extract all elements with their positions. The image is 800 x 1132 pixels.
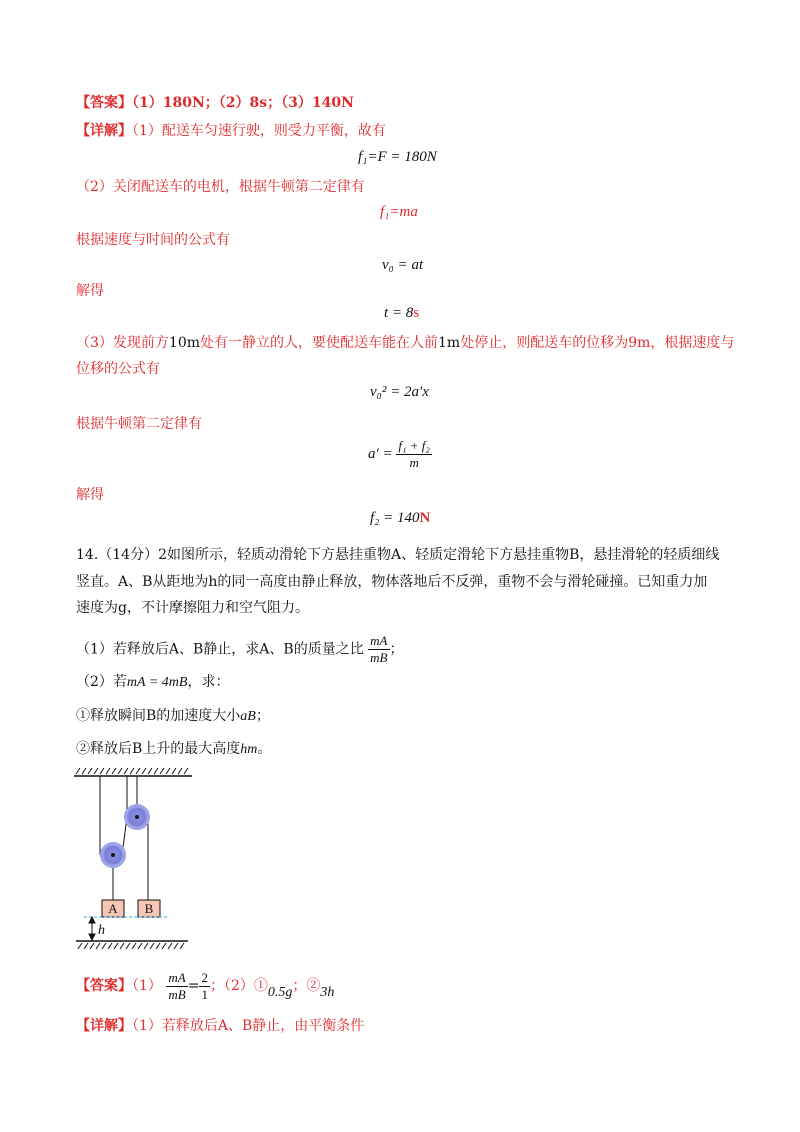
detail-text-6: 根据牛顿第二定律有 [76, 416, 202, 432]
block-A-label: A [108, 901, 118, 916]
detail-line-14 [76, 1016, 364, 1036]
detail-text-1: （1）配送车匀速行驶，则受力平衡，故有 [132, 123, 386, 139]
strings [100, 776, 148, 900]
answer-tag: 【答案】 [76, 978, 132, 994]
block-B-label: B [144, 901, 154, 916]
distance-10m: 10m [168, 335, 201, 351]
answer-line-14: 【答案】（1） $\frac{mA}{mB}$ = $\frac{2}{1}$ ；（2）①0.5g；②3h [76, 969, 335, 1002]
pulley-diagram [70, 766, 200, 956]
unit-N: N [419, 510, 431, 526]
height-arrow [89, 917, 95, 940]
detail-text-5b: 位移的公式有 [76, 361, 160, 377]
equation-f2: f₂ = 140N [370, 510, 431, 526]
equation-f1-F: f₁=F = 180N [358, 149, 437, 165]
detail-text-3: 根据速度与时间的公式有 [76, 232, 230, 248]
fraction-2-over-1: $\frac{2}{1}$ [201, 969, 208, 1002]
detail-tag: 【详解】 [76, 123, 132, 139]
q14-sub-2: （2）若mA = 4mB，求： [76, 674, 230, 690]
detail-text-5: （3）发现前方10m处有一静立的人，要使配送车能在人前1m处停止，则配送车的位移为9m，根据速度与 [76, 335, 735, 351]
detail-tag: 【详解】 [76, 1018, 132, 1034]
answer-tag: 【答案】 [76, 95, 132, 111]
fraction-mA-mB: $\frac{mA}{mB}$ [370, 633, 388, 665]
ground-hatch [76, 941, 188, 949]
detail-text-7: 解得 [76, 487, 104, 503]
equation-t: t = 8s [384, 305, 420, 321]
distance-1m: 1m [438, 335, 461, 351]
detail-text-2: （2）关闭配送车的电机，根据牛顿第二定律有 [76, 179, 365, 195]
answer-text: （1）180N；（2）8s；（3）140N [132, 95, 354, 111]
detail-text-4: 解得 [76, 283, 104, 299]
fraction-mA-mB-answer: $\frac{mA}{mB}$ [168, 969, 186, 1002]
detail-text-14-1: （1）若释放后A、B静止，由平衡条件 [132, 1018, 365, 1034]
q14-stem-1: 14.（14分）2如图所示，轻质动滑轮下方悬挂重物A、轻质定滑轮下方悬挂重物B，悬挂滑轮的轻质细线 [76, 547, 720, 563]
equation-v0-squared: v₀² = 2a′x [370, 384, 429, 400]
answer-0.5g: 0.5g [267, 985, 293, 1000]
q14-sub-4: ②释放后B上升的最大高度hm。 [76, 741, 272, 757]
q14-sub-3: ①释放瞬间B的加速度大小aB； [76, 708, 270, 724]
fraction-f1-f2-over-m: $\frac{\text{f₁ + f₂}}{m}$ [398, 438, 430, 470]
equation-v0-at: v₀ = at [382, 257, 424, 273]
q14-sub-1: （1）若释放后A、B静止，求A、B的质量之比 $\frac{mA}{mB}$ ； [76, 633, 404, 665]
ceiling-hatch [74, 768, 192, 776]
q14-stem-2: 竖直。A、B从距地为h的同一高度由静止释放，物体落地后不反弹，重物不会与滑轮碰撞。已知重力加 [76, 574, 708, 590]
unit-s: s [413, 305, 420, 321]
var-hm: hm [240, 742, 258, 757]
answer-line-13 [76, 93, 354, 113]
eq-mA-4mB: mA = 4mB [126, 675, 188, 690]
var-aB: aB [240, 709, 256, 724]
q14-stem-3: 速度为g，不计摩擦阻力和空气阻力。 [76, 600, 309, 616]
equation-a-prime: a′ = $\frac{\text{f₁ + f₂}}{m}$ [368, 438, 430, 470]
height-label: h [98, 923, 105, 938]
equation-f1-ma: f₁=ma [380, 204, 418, 220]
answer-3h: 3h [320, 985, 335, 1000]
detail-line-13 [76, 121, 386, 141]
